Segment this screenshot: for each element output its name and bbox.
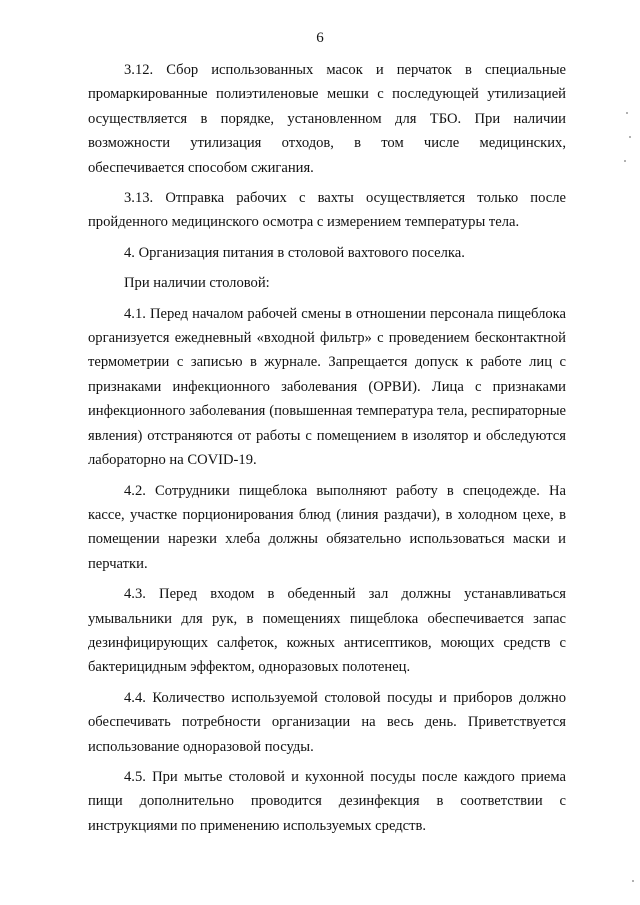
section-heading-4: 4. Организация питания в столовой вахтового поселка. — [124, 244, 465, 261]
scan-speck — [624, 160, 626, 162]
paragraph-4-1: 4.1. Перед началом рабочей смены в отношении персонала пищеблока организуется ежедневный «входной фильтр» с проведением бесконтактной термометрии с записью в журнале. Запрещается допуск к работе лиц с признаками инфекционного заболевания (ОРВИ). Лица с признаками инфекционного заболевания (повышенная температура тела, респираторные явления) отстраняются от работы с помещением в изолятор и обследуются лабораторно на COVID-19. — [88, 305, 566, 469]
scan-speck — [632, 880, 634, 882]
page-number: 6 — [316, 30, 324, 46]
scan-speck — [626, 112, 628, 114]
paragraph-3-13: 3.13. Отправка рабочих с вахты осуществляется только после пройденного медицинского осмотра с измерением температуры тела. — [88, 190, 566, 231]
paragraph-canteen-condition: При наличии столовой: — [124, 275, 270, 292]
document-body — [88, 58, 566, 838]
paragraph-4-5: 4.5. При мытье столовой и кухонной посуды после каждого приема пищи дополнительно проводится дезинфекция в соответствии с инструкциями по применению используемых средств. — [88, 768, 566, 834]
paragraph-4-4: 4.4. Количество используемой столовой посуды и приборов должно обеспечивать потребности организации на весь день. Приветствуется использование одноразовой посуды. — [88, 689, 566, 755]
paragraph-3-12: 3.12. Сбор использованных масок и перчаток в специальные промаркированные полиэтиленовые мешки с последующей утилизацией осуществляется в порядке, установленном для ТБО. При наличии возможности утилизация отходов, в том числе медицинских, обеспечивается способом сжигания. — [88, 62, 566, 176]
paragraph-4-3: 4.3. Перед входом в обеденный зал должны устанавливаться умывальники для рук, в помещениях пищеблока обеспечивается запас дезинфицирующих салфеток, кожных антисептиков, моющих средств с бактерицидным эффектом, одноразовых полотенец. — [88, 586, 566, 676]
scan-speck — [629, 136, 631, 138]
paragraph-4-2: 4.2. Сотрудники пищеблока выполняют работу в спецодежде. На кассе, участке порционирования блюд (линия раздачи), в холодном цехе, в помещении нарезки хлеба должны обязательно использоваться маски и перчатки. — [88, 482, 566, 572]
